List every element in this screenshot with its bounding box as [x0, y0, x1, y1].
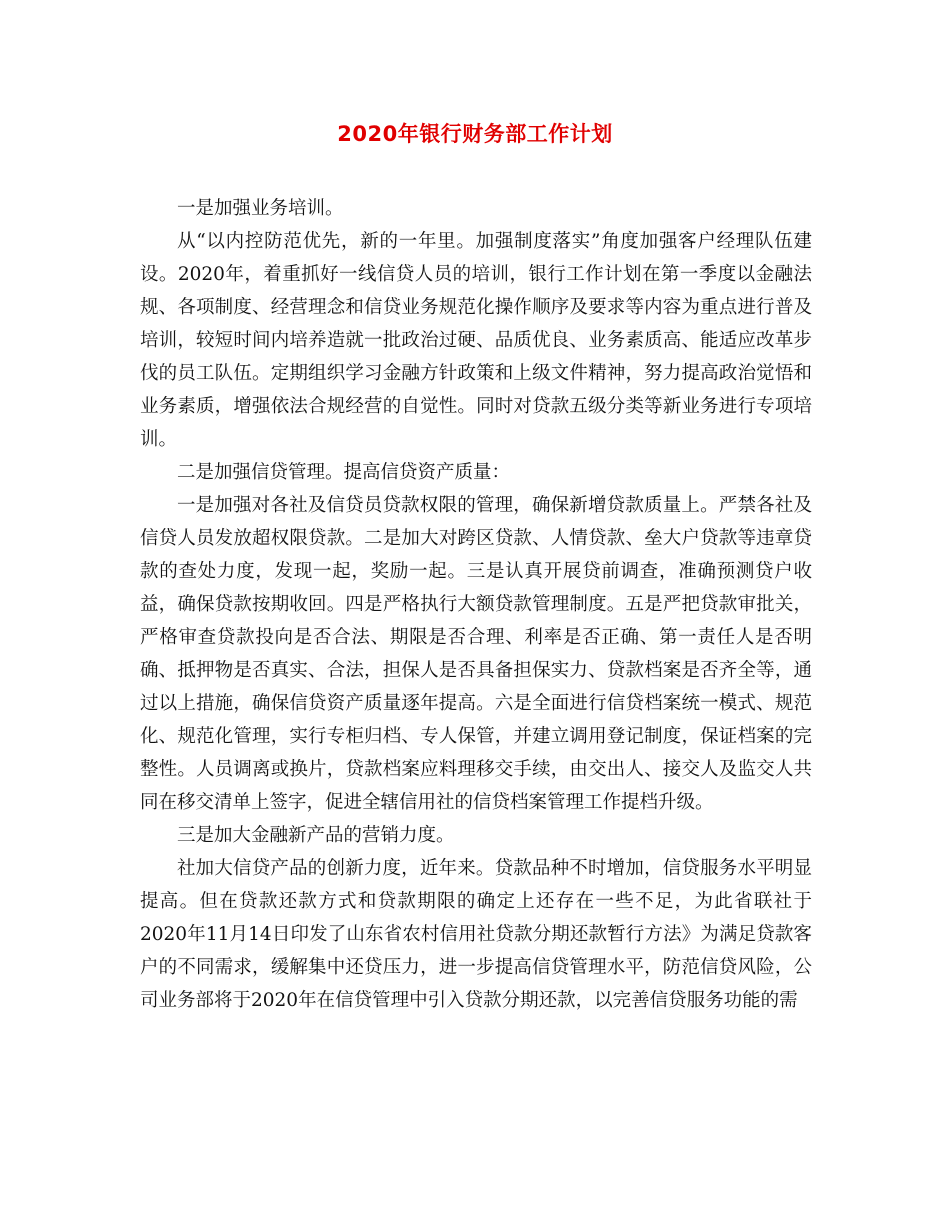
paragraph-6: 社加大信贷产品的创新力度，近年来。贷款品种不时增加，信贷服务水平明显提高。但在贷款还款方式和贷款期限的确定上还存在一些不足，为此省联社于2020年11月14日印发了山东省农村信用社贷款分期还款暂行方法》为满足贷款客户的不同需求，缓解集中还贷压力，进一步提高信贷管理水平，防范信贷风险，公司业务部将于2020年在信贷管理中引入贷款分期还款，以完善信贷服务功能的需 — [140, 858, 812, 1011]
paragraph-5: 三是加大金融新产品的营销力度。 — [177, 825, 455, 846]
paragraph-4: 一是加强对各社及信贷员贷款权限的管理，确保新增贷款质量上。严禁各社及信贷人员发放超权限贷款。二是加大对跨区贷款、人情贷款、垒大户贷款等违章贷款的查处力度，发现一起，奖励一起。三是认真开展贷前调查，准确预测贷户收益，确保贷款按期收回。四是严格执行大额贷款管理制度。五是严把贷款审批关，严格审查贷款投向是否合法、期限是否合理、利率是否正确、第一责任人是否明确、抵押物是否真实、合法，担保人是否具备担保实力、贷款档案是否齐全等，通过以上措施，确保信贷资产质量逐年提高。六是全面进行信贷档案统一模式、规范化、规范化管理，实行专柜归档、专人保管，并建立调用登记制度，保证档案的完整性。人员调离或换片，贷款档案应料理移交手续，由交出人、接交人及监交人共同在移交清单上签字，促进全辖信用社的信贷档案管理工作提档升级。 — [140, 495, 812, 813]
paragraph-1: 一是加强业务培训。 — [177, 198, 344, 219]
document-body — [140, 192, 812, 1017]
paragraph-3: 二是加强信贷管理。提高信贷资产质量： — [177, 462, 511, 483]
document-title: 2020年银行财务部工作计划 — [337, 122, 613, 146]
paragraph-2: 从“以内控防范优先，新的一年里。加强制度落实”角度加强客户经理队伍建设。2020年，着重抓好一线信贷人员的培训，银行工作计划在第一季度以金融法规、各项制度、经营理念和信贷业务规范化操作顺序及要求等内容为重点进行普及培训，较短时间内培养造就一批政治过硬、品质优良、业务素质高、能适应改革步伐的员工队伍。定期组织学习金融方针政策和上级文件精神，努力提高政治觉悟和业务素质，增强依法合规经营的自觉性。同时对贷款五级分类等新业务进行专项培训。 — [140, 231, 812, 450]
